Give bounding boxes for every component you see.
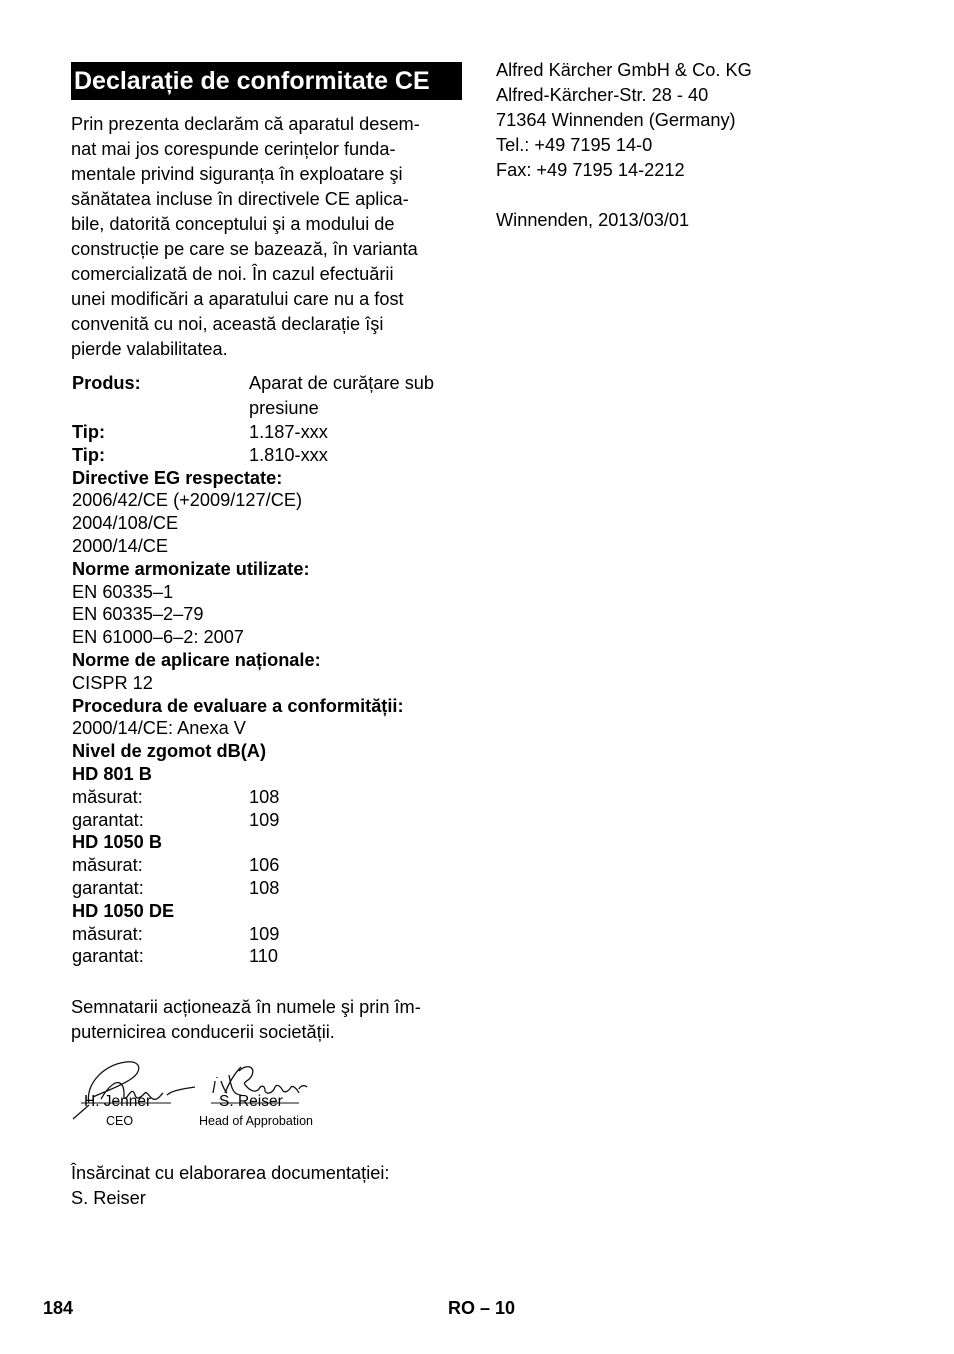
intro-line: nat mai jos corespunde cerințelor funda- <box>71 139 396 159</box>
directive-item: 2000/14/CE <box>72 535 169 556</box>
noise-measured-row: măsurat: 109 <box>72 923 280 944</box>
address-line: Alfred Kärcher GmbH & Co. KG <box>496 60 752 80</box>
product-value: Aparat de curățare sub presiune <box>249 373 435 418</box>
specification-block <box>71 371 463 968</box>
signature-block <box>71 1057 463 1157</box>
intro-line: Prin prezenta declarăm că aparatul desem- <box>71 114 420 134</box>
noise-model-name: HD 801 B <box>72 763 152 784</box>
signer-name: H. Jenner <box>84 1093 152 1111</box>
directive-item: 2006/42/CE (+2009/127/CE) <box>72 490 303 511</box>
intro-line: mentale privind siguranța în exploatare şi <box>71 164 403 184</box>
section-label: RO – 10 <box>448 1298 516 1318</box>
intro-line: comercializată de noi. În cazul efectuării <box>71 264 394 284</box>
signer-name: S. Reiser <box>219 1093 283 1111</box>
product-row <box>72 371 463 421</box>
type-value: 1.187-xxx <box>249 422 328 442</box>
intro-line: convenită cu noi, această declarație îşi <box>71 314 384 334</box>
type-row <box>72 421 463 444</box>
national-item: CISPR 12 <box>72 672 153 693</box>
directive-item: 2004/108/CE <box>72 513 179 534</box>
noise-guaranteed-row: garantat: 109 <box>72 809 280 830</box>
noise-model-name: HD 1050 B <box>72 832 162 853</box>
documentation-responsible: Însărcinat cu elaborarea documentației: S. Reiser <box>71 1163 390 1209</box>
directives-heading: Directive EG respectate: <box>72 467 283 488</box>
noise-heading: Nivel de zgomot dB(A) <box>72 741 266 762</box>
noise-measured-row: măsurat: 106 <box>72 855 280 876</box>
noise-guaranteed-row: garantat: 108 <box>72 877 280 898</box>
harmonized-item: EN 60335–1 <box>72 581 174 602</box>
noise-measured-row: măsurat: 108 <box>72 786 280 807</box>
intro-line: bile, datorită conceptului şi a modului de <box>71 214 395 234</box>
type-label: Tip: <box>72 444 106 465</box>
noise-guaranteed-row: garantat: 110 <box>72 946 278 967</box>
noise-model-name: HD 1050 DE <box>72 900 175 921</box>
type-row <box>72 444 463 467</box>
type-label: Tip: <box>72 422 106 442</box>
national-heading: Norme de aplicare naționale: <box>72 649 321 670</box>
address-line: 71364 Winnenden (Germany) <box>496 110 736 130</box>
intro-line: construcție pe care se bazează, în varianta <box>71 239 418 259</box>
right-column <box>496 58 896 233</box>
intro-line: pierde valabilitatea. <box>71 339 228 359</box>
intro-line: sănătatea incluse în directivele CE aplica- <box>71 189 409 209</box>
type-value: 1.810-xxx <box>249 444 328 465</box>
harmonized-item: EN 60335–2–79 <box>72 604 204 625</box>
product-label: Produs: <box>72 373 141 393</box>
signer-role: Head of Approbation <box>199 1114 313 1129</box>
page-title: Declarație de conformitate CE <box>71 62 462 100</box>
signers-statement: Semnatarii acționează în numele şi prin îm- puternicirea conducerii societății. <box>71 997 421 1043</box>
address-line: Alfred-Kärcher-Str. 28 - 40 <box>496 85 709 105</box>
company-address <box>496 58 896 233</box>
procedure-heading: Procedura de evaluare a conformității: <box>72 695 404 716</box>
harmonized-heading: Norme armonizate utilizate: <box>72 558 310 579</box>
place-date: Winnenden, 2013/03/01 <box>496 210 690 230</box>
harmonized-item: EN 61000–6–2: 2007 <box>72 627 244 648</box>
left-column <box>71 62 463 1211</box>
address-line: Fax: +49 7195 14-2212 <box>496 160 685 180</box>
procedure-item: 2000/14/CE: Anexa V <box>72 718 246 739</box>
intro-paragraph <box>71 112 463 362</box>
address-line: Tel.: +49 7195 14-0 <box>496 135 653 155</box>
page-number: 184 <box>43 1298 74 1318</box>
intro-line: unei modificări a aparatului care nu a fost <box>71 289 404 309</box>
signer-role: CEO <box>106 1114 134 1129</box>
